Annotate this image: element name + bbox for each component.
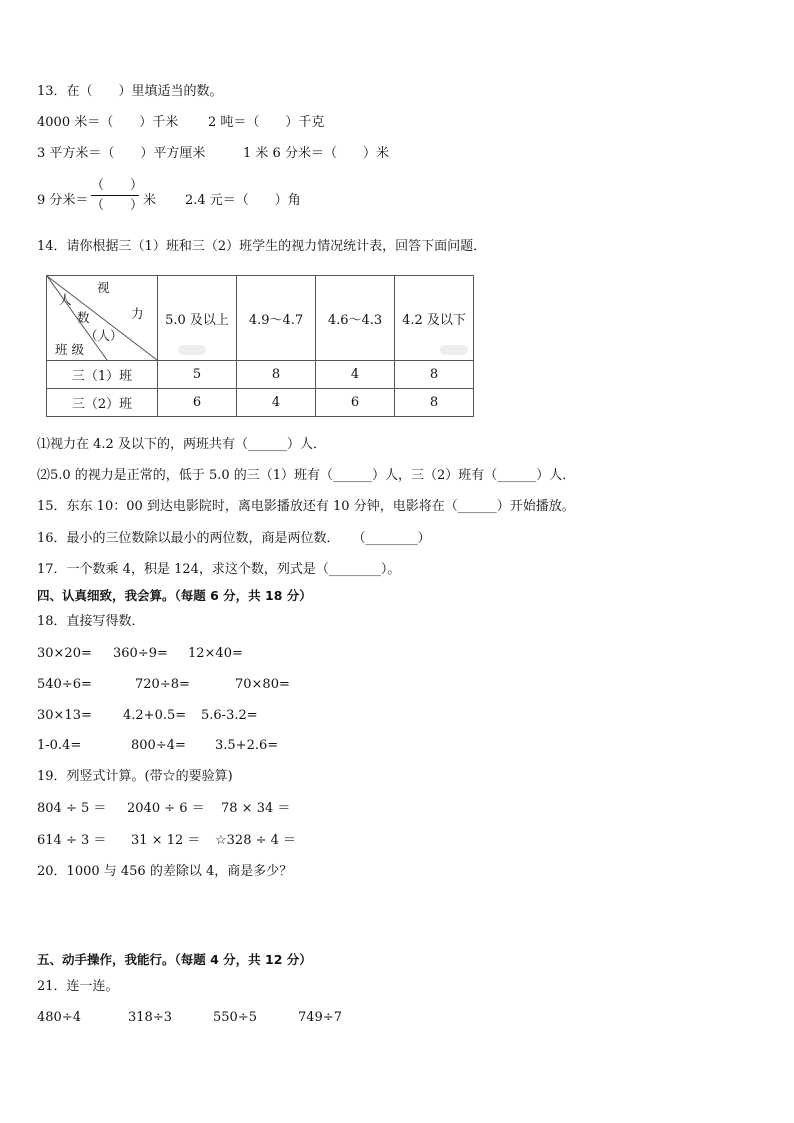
vision-table xyxy=(46,275,474,417)
table-corner-header xyxy=(47,276,158,361)
q19-item: 2040 ÷ 6 ＝ xyxy=(127,801,205,816)
q13-item-km: 4000 米＝（ ）千米 xyxy=(37,115,179,130)
q13-fraction-suffix: 米 xyxy=(143,193,157,208)
q19-title: 19．列竖式计算。(带☆的要验算) xyxy=(37,769,233,784)
q13-item-jiao: 2.4 元＝（ ）角 xyxy=(185,193,301,208)
table-cell: 4 xyxy=(316,361,395,389)
fraction-bar xyxy=(91,195,139,196)
q18-item: 3.5+2.6= xyxy=(215,738,279,753)
corner-label-class: 班 级 xyxy=(55,342,84,357)
q13-item-cm2: 3 平方米＝（ ）平方厘米 xyxy=(37,146,206,161)
table-header-cell: 4.9～4.7 xyxy=(237,276,316,361)
section-5-heading: 五、动手操作，我能行。（每题 4 分，共 12 分） xyxy=(37,952,312,967)
fraction-denominator: （ ） xyxy=(91,198,144,213)
q13-fraction-prefix: 9 分米＝ xyxy=(37,193,89,208)
table-cell: 4 xyxy=(237,389,316,417)
corner-label-li: 力 xyxy=(131,306,144,321)
q19-item: ☆328 ÷ 4 ＝ xyxy=(215,833,297,848)
q18-item: 70×80= xyxy=(235,677,290,692)
q20: 20．1000 与 456 的差除以 4，商是多少？ xyxy=(37,864,293,879)
corner-label-people: （人） xyxy=(85,328,123,343)
table-cell: 6 xyxy=(158,389,237,417)
q21-expression: 318÷3 xyxy=(128,1010,172,1025)
table-row-label: 三（2）班 xyxy=(47,389,158,417)
q15: 15．东东 10：00 到达电影院时，离电影播放还有 10 分钟，电影将在（______）开始播放。 xyxy=(37,499,575,514)
q13-title: 13．在（ ）里填适当的数。 xyxy=(37,84,223,99)
q18-item: 4.2+0.5= xyxy=(123,708,187,723)
table-row xyxy=(47,389,474,417)
q21-expression: 480÷4 xyxy=(37,1010,81,1025)
q14-title: 14．请你根据三（1）班和三（2）班学生的视力情况统计表，回答下面问题． xyxy=(37,239,487,254)
table-cell: 8 xyxy=(237,361,316,389)
table-row-label: 三（1）班 xyxy=(47,361,158,389)
table-header-cell: 5.0 及以上 xyxy=(158,276,237,361)
table-cell: 6 xyxy=(316,389,395,417)
corner-label-shu: 数 xyxy=(77,310,90,325)
q16: 16．最小的三位数除以最小的两位数，商是两位数． （________） xyxy=(37,531,431,546)
q14-sub2: ⑵5.0 的视力是正常的，低于 5.0 的三（1）班有（______）人，三（2）班有（______）人． xyxy=(37,468,576,483)
fraction-numerator: （ ） xyxy=(91,178,144,193)
q13-item-m: 1 米 6 分米＝（ ）米 xyxy=(243,146,389,161)
q21-expression: 749÷7 xyxy=(298,1010,342,1025)
table-header-cell: 4.2 及以下 xyxy=(395,276,474,361)
section-4-heading: 四、认真细致，我会算。（每题 6 分，共 18 分） xyxy=(37,588,312,603)
q18-item: 5.6-3.2= xyxy=(201,708,258,723)
q18-item: 30×20= xyxy=(37,646,92,661)
q19-item: 31 × 12 ＝ xyxy=(131,833,201,848)
q19-item: 78 × 34 ＝ xyxy=(221,801,291,816)
table-cell: 8 xyxy=(395,389,474,417)
corner-label-ren: 人 xyxy=(59,292,72,307)
q18-item: 360÷9= xyxy=(113,646,168,661)
q13-item-kg: 2 吨＝（ ）千克 xyxy=(208,115,325,130)
table-header-cell: 4.6～4.3 xyxy=(316,276,395,361)
table-cell: 8 xyxy=(395,361,474,389)
q18-item: 720÷8= xyxy=(135,677,190,692)
q17: 17．一个数乘 4，积是 124，求这个数，列式是（________）。 xyxy=(37,562,401,577)
table-row xyxy=(47,361,474,389)
q14-sub1: ⑴视力在 4.2 及以下的，两班共有（______）人． xyxy=(37,437,326,452)
q21-expression: 550÷5 xyxy=(213,1010,257,1025)
table-cell: 5 xyxy=(158,361,237,389)
q19-item: 804 ÷ 5 ＝ xyxy=(37,801,107,816)
q19-item: 614 ÷ 3 ＝ xyxy=(37,833,107,848)
q18-item: 800÷4= xyxy=(131,738,186,753)
scan-smudge xyxy=(178,345,206,355)
q21-title: 21．连一连。 xyxy=(37,979,119,994)
q18-item: 12×40= xyxy=(188,646,243,661)
q18-item: 1-0.4= xyxy=(37,738,82,753)
corner-label-shi: 视 xyxy=(97,280,110,295)
q18-item: 540÷6= xyxy=(37,677,92,692)
q13-fraction xyxy=(91,177,143,214)
scan-smudge xyxy=(440,345,468,355)
q18-item: 30×13= xyxy=(37,708,92,723)
q18-title: 18．直接写得数． xyxy=(37,614,145,629)
